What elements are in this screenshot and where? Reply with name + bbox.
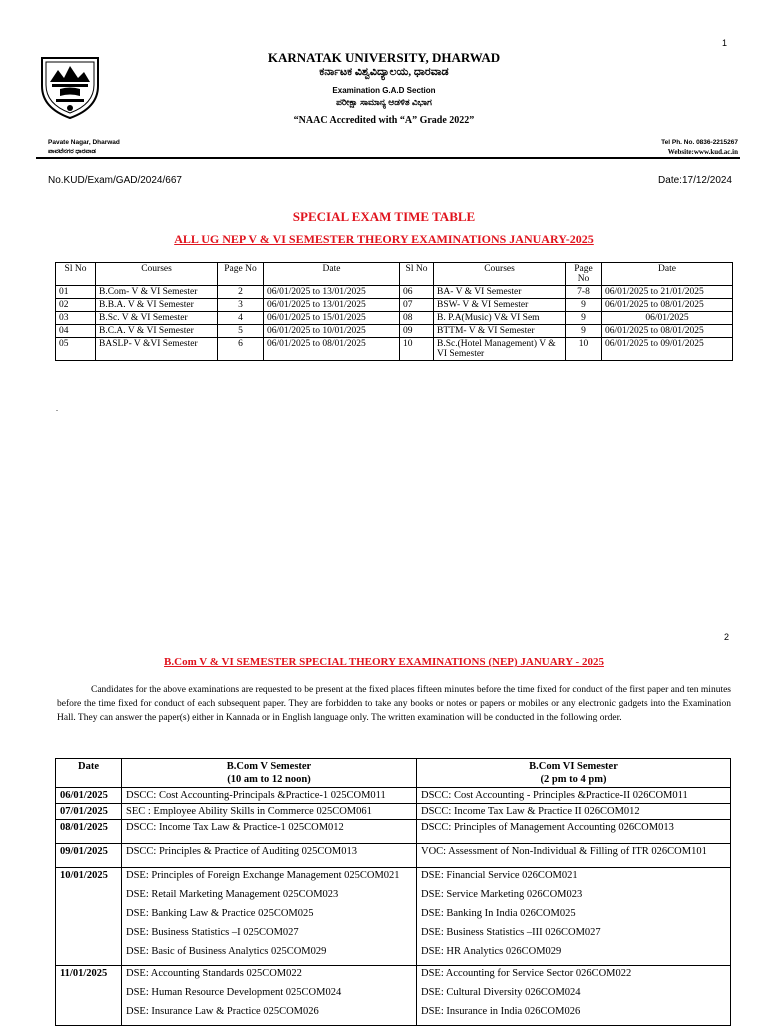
sem6-paper: DSE: Service Marketing 026COM023 xyxy=(421,889,583,900)
exam-date: 11/01/2025 xyxy=(56,966,122,1026)
cell: BTTM- V & VI Semester xyxy=(434,325,566,338)
exam-title: B.Com V & VI SEMESTER SPECIAL THEORY EXAMINATIONS (NEP) JANUARY - 2025 xyxy=(164,656,604,668)
cell: 7-8 xyxy=(566,286,602,299)
cell: 06 xyxy=(400,286,434,299)
cell: 06/01/2025 to 13/01/2025 xyxy=(264,299,400,312)
sem5-paper: DSCC: Cost Accounting-Principals &Practice-1 025COM011 xyxy=(122,788,417,804)
cell: BSW- V & VI Semester xyxy=(434,299,566,312)
cell: BASLP- V &VI Semester xyxy=(96,338,218,361)
page-number-1: 1 xyxy=(722,38,728,48)
table-row xyxy=(56,788,731,804)
sem6-paper: DSCC: Income Tax Law & Practice II 026COM012 xyxy=(417,804,731,820)
sem5-paper: DSE: Retail Marketing Management 025COM023 xyxy=(126,889,339,900)
sem5-title: B.Com V Semester xyxy=(226,761,312,772)
document-date: Date:17/12/2024 xyxy=(658,175,732,186)
col-header: Sl No xyxy=(400,263,434,286)
page-subtitle: ALL UG NEP V & VI SEMESTER THEORY EXAMINATIONS JANUARY-2025 xyxy=(174,232,594,246)
exam-date: 10/01/2025 xyxy=(56,868,122,966)
sem6-paper: DSE: Financial Service 026COM021 xyxy=(421,870,578,881)
cell: B.C.A. V & VI Semester xyxy=(96,325,218,338)
col-header: Page No xyxy=(218,263,264,286)
sem6-paper: DSE: Accounting for Service Sector 026COM022 xyxy=(421,968,632,979)
accreditation: “NAAC Accredited with “A” Grade 2022” xyxy=(293,115,475,126)
table-header-row xyxy=(56,759,731,788)
cell: 9 xyxy=(566,299,602,312)
table-row xyxy=(56,804,731,820)
cell: 05 xyxy=(56,338,96,361)
sem5-paper: DSE: Principles of Foreign Exchange Management 025COM021 xyxy=(126,870,400,881)
exam-schedule-table xyxy=(55,758,731,1026)
col-header: Page No xyxy=(566,263,602,286)
table-row xyxy=(56,868,731,966)
sem5-paper: SEC : Employee Ability Skills in Commerce 025COM061 xyxy=(122,804,417,820)
cell: 07 xyxy=(400,299,434,312)
col-header-date: Date xyxy=(56,759,122,788)
sem5-paper: DSCC: Principles & Practice of Auditing 025COM013 xyxy=(122,844,417,868)
cell: 03 xyxy=(56,312,96,325)
sem6-paper: DSE: Cultural Diversity 026COM024 xyxy=(421,987,581,998)
exam-date: 06/01/2025 xyxy=(56,788,122,804)
cell: B.Sc.(Hotel Management) V & VI Semester xyxy=(434,338,566,361)
cell: B.Sc. V & VI Semester xyxy=(96,312,218,325)
courses-table xyxy=(55,262,733,361)
cell: 2 xyxy=(218,286,264,299)
sem6-paper: DSCC: Principles of Management Accounting 026COM013 xyxy=(417,820,731,844)
cell: B.B.A. V & VI Semester xyxy=(96,299,218,312)
exam-date: 07/01/2025 xyxy=(56,804,122,820)
page-number-2: 2 xyxy=(724,632,730,642)
cell: 08 xyxy=(400,312,434,325)
sem5-paper: DSE: Insurance Law & Practice 025COM026 xyxy=(126,1006,319,1017)
cell: 06/01/2025 to 15/01/2025 xyxy=(264,312,400,325)
sem6-paper: DSCC: Cost Accounting - Principles &Practice-II 026COM011 xyxy=(417,788,731,804)
cell: 06/01/2025 to 13/01/2025 xyxy=(264,286,400,299)
cell: 06/01/2025 to 08/01/2025 xyxy=(602,299,733,312)
sem6-title: B.Com VI Semester xyxy=(529,761,618,772)
cell: 06/01/2025 xyxy=(602,312,733,325)
table-row xyxy=(56,312,733,325)
cell: 06/01/2025 to 10/01/2025 xyxy=(264,325,400,338)
cell: 01 xyxy=(56,286,96,299)
sem5-paper: DSE: Accounting Standards 025COM022 xyxy=(126,968,302,979)
website-link[interactable]: Website:www.kud.ac.in xyxy=(667,148,738,156)
cell: 06/01/2025 to 21/01/2025 xyxy=(602,286,733,299)
reference-number: No.KUD/Exam/GAD/2024/667 xyxy=(48,175,182,186)
cell: B.Com- V & VI Semester xyxy=(96,286,218,299)
cell: 4 xyxy=(218,312,264,325)
col-header-sem6 xyxy=(417,759,731,788)
sem5-paper: DSE: Basic of Business Analytics 025COM029 xyxy=(126,946,327,957)
sem5-paper: DSE: Banking Law & Practice 025COM025 xyxy=(126,908,314,919)
section-name-kannada: ಪರೀಕ್ಷಾ ಸಾಮಾನ್ಯ ಆಡಳಿತ ವಿಭಾಗ xyxy=(336,97,432,107)
sem6-paper: VOC: Assessment of Non-Individual & Filling of ITR 026COM101 xyxy=(417,844,731,868)
university-name: KARNATAK UNIVERSITY, DHARWAD xyxy=(267,50,501,65)
table-row xyxy=(56,844,731,868)
header-divider xyxy=(36,157,740,159)
instructions-paragraph: Candidates for the above examinations are requested to be present at the fixed places fifteen minutes before the time fixed for conduct of the first paper and ten minutes before the time fixed for conduct of each subsequent paper. They are forbidden to take any books or notes or papers or mobiles or any electronic gadgets into the Examination Hall. They can answer the paper(s) either in Kannada or in English language only. The written examination will be conducted in the following order. xyxy=(57,685,731,723)
cell: 04 xyxy=(56,325,96,338)
phone: Tel Ph. No. 0836-2215267 xyxy=(661,139,738,146)
table-header-row xyxy=(56,263,733,286)
cell: 06/01/2025 to 08/01/2025 xyxy=(264,338,400,361)
sem5-time: (10 am to 12 noon) xyxy=(227,774,311,785)
sem6-paper: DSE: Business Statistics –III 026COM027 xyxy=(421,927,601,938)
cell: 5 xyxy=(218,325,264,338)
table-row xyxy=(56,325,733,338)
cell: 06/01/2025 to 08/01/2025 xyxy=(602,325,733,338)
cell: BA- V & VI Semester xyxy=(434,286,566,299)
cell: 3 xyxy=(218,299,264,312)
cell: 9 xyxy=(566,312,602,325)
col-header: Sl No xyxy=(56,263,96,286)
sem6-paper: DSE: Insurance in India 026COM026 xyxy=(421,1006,581,1017)
page-title: SPECIAL EXAM TIME TABLE xyxy=(292,209,476,224)
sem6-papers xyxy=(417,868,731,966)
footnote-dot: . xyxy=(56,404,58,413)
sem6-paper: DSE: HR Analytics 026COM029 xyxy=(421,946,562,957)
sem5-papers xyxy=(122,966,417,1026)
cell: 06/01/2025 to 09/01/2025 xyxy=(602,338,733,361)
sem5-paper: DSE: Business Statistics –I 025COM027 xyxy=(126,927,299,938)
cell: 6 xyxy=(218,338,264,361)
cell: 10 xyxy=(566,338,602,361)
cell: 9 xyxy=(566,325,602,338)
exam-date: 08/01/2025 xyxy=(56,820,122,844)
exam-date: 09/01/2025 xyxy=(56,844,122,868)
table-row xyxy=(56,299,733,312)
sem5-papers xyxy=(122,868,417,966)
university-name-kannada: ಕರ್ನಾಟಕ ವಿಶ್ವವಿದ್ಯಾಲಯ, ಧಾರವಾಡ xyxy=(319,66,449,78)
cell: 10 xyxy=(400,338,434,361)
table-row xyxy=(56,966,731,1026)
col-header: Date xyxy=(602,263,733,286)
col-header-sem5 xyxy=(122,759,417,788)
table-row xyxy=(56,338,733,361)
sem6-paper: DSE: Banking In India 026COM025 xyxy=(421,908,576,919)
table-row xyxy=(56,820,731,844)
cell: 02 xyxy=(56,299,96,312)
cell: 09 xyxy=(400,325,434,338)
sem5-paper: DSCC: Income Tax Law & Practice-1 025COM012 xyxy=(122,820,417,844)
sem6-time: (2 pm to 4 pm) xyxy=(540,774,607,785)
section-name: Examination G.A.D Section xyxy=(332,86,436,95)
address-kannada: ಪಾವಟೆನಗರ ಧಾರವಾಡ xyxy=(48,148,96,155)
address: Pavate Nagar, Dharwad xyxy=(48,139,120,146)
col-header: Date xyxy=(264,263,400,286)
col-header: Courses xyxy=(96,263,218,286)
cell: B. P.A(Music) V& VI Sem xyxy=(434,312,566,325)
table-row xyxy=(56,286,733,299)
col-header: Courses xyxy=(434,263,566,286)
sem6-papers xyxy=(417,966,731,1026)
sem5-paper: DSE: Human Resource Development 025COM024 xyxy=(126,987,342,998)
